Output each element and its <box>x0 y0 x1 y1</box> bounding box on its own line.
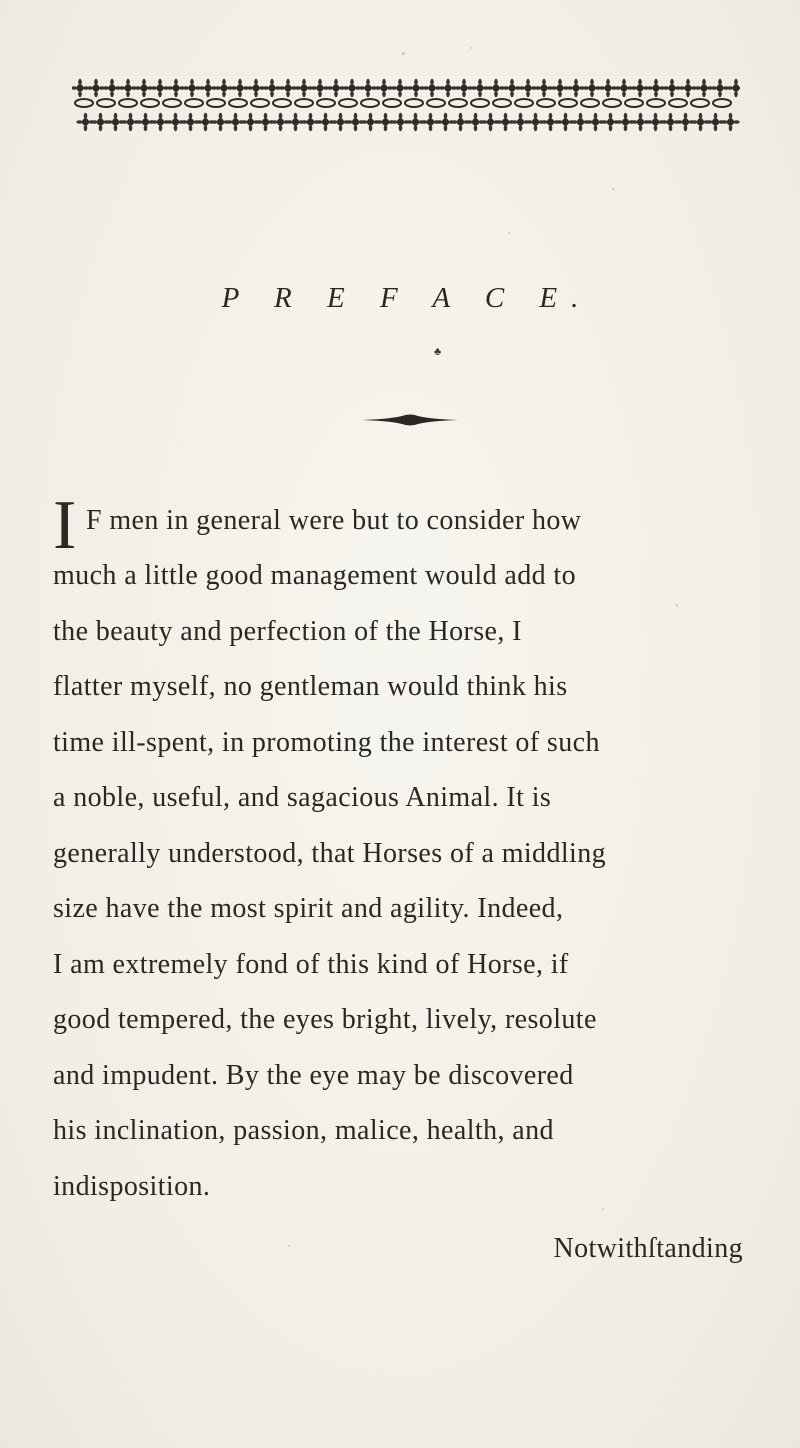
fleuron-icon <box>183 79 201 97</box>
ornament-row-top <box>72 78 740 98</box>
chain-link-icon <box>229 99 247 107</box>
fleuron-icon <box>215 79 233 97</box>
fleuron-icon <box>151 79 169 97</box>
chain-link-icon <box>713 99 731 107</box>
fleuron-icon <box>391 79 409 97</box>
fleuron-icon <box>647 79 665 97</box>
body-line: a noble, useful, and sagacious Animal. It is <box>53 782 552 813</box>
chain-link-icon <box>383 99 401 107</box>
fleuron-icon <box>663 79 681 97</box>
body-line: much a little good management would add to <box>53 560 577 591</box>
fleuron-icon <box>279 79 297 97</box>
body-line: indisposition. <box>53 1171 211 1202</box>
fleuron-icon <box>439 79 457 97</box>
chain-link-icon <box>361 99 379 107</box>
chain-link-icon <box>405 99 423 107</box>
chain-link-icon <box>669 99 687 107</box>
fleuron-icon <box>455 79 473 97</box>
fleuron-icon <box>695 79 713 97</box>
body-line: flatter myself, no gentleman would think his <box>53 671 568 702</box>
fleuron-icon <box>519 79 537 97</box>
fleuron-icon <box>375 79 393 97</box>
paper-speck <box>612 188 615 190</box>
printer-mark-icon: ♣ <box>434 346 442 358</box>
divider-ornament-icon <box>360 413 460 427</box>
fleuron-icon <box>551 79 569 97</box>
chain-link-icon <box>493 99 511 107</box>
fleuron-row-icon <box>72 112 740 132</box>
fleuron-icon <box>615 79 633 97</box>
chain-link-icon <box>449 99 467 107</box>
page-title: P R E F A C E. <box>221 282 593 314</box>
fleuron-icon <box>679 79 697 97</box>
chain-link-icon <box>603 99 621 107</box>
catchword: Notwithſtanding <box>553 1233 743 1264</box>
fleuron-icon <box>471 79 489 97</box>
fleuron-icon <box>327 79 345 97</box>
fleuron-icon <box>359 79 377 97</box>
ornament-row-bottom <box>72 112 740 132</box>
fleuron-icon <box>583 79 601 97</box>
paper-speck <box>676 604 678 607</box>
fleuron-icon <box>599 79 617 97</box>
chain-link-icon <box>273 99 291 107</box>
body-line: generally understood, that Horses of a middling <box>53 838 607 869</box>
chain-ornament-icon <box>72 96 740 110</box>
fleuron-icon <box>711 79 729 97</box>
fleuron-icon <box>247 79 265 97</box>
fleuron-icon <box>503 79 521 97</box>
paper-speck <box>288 1245 290 1247</box>
fleuron-icon <box>263 79 281 97</box>
chain-link-icon <box>295 99 313 107</box>
fleuron-icon <box>72 79 89 97</box>
fleuron-icon <box>727 79 740 97</box>
fleuron-icon <box>567 79 585 97</box>
fleuron-icon <box>87 79 105 97</box>
body-line: F men in general were but to consider how <box>86 505 582 536</box>
paper-speck <box>470 47 472 49</box>
chain-link-icon <box>317 99 335 107</box>
fleuron-icon <box>631 79 649 97</box>
body-line: I am extremely fond of this kind of Horse, if <box>53 949 569 980</box>
chain-link-icon <box>251 99 269 107</box>
chain-link-icon <box>207 99 225 107</box>
paper-speck <box>508 232 510 234</box>
body-line: size have the most spirit and agility. Indeed, <box>53 893 564 924</box>
body-line: good tempered, the eyes bright, lively, resolute <box>53 1004 597 1035</box>
chain-link-icon <box>163 99 181 107</box>
chain-link-icon <box>691 99 709 107</box>
fleuron-icon <box>407 79 425 97</box>
drop-cap: I <box>53 487 77 564</box>
body-line: time ill-spent, in promoting the interest of such <box>53 727 600 758</box>
fleuron-icon <box>135 79 153 97</box>
fleuron-icon <box>295 79 313 97</box>
chain-link-icon <box>625 99 643 107</box>
chain-link-icon <box>647 99 665 107</box>
chain-link-icon <box>427 99 445 107</box>
chain-link-icon <box>75 99 93 107</box>
paper-speck <box>602 1208 604 1210</box>
fleuron-icon <box>343 79 361 97</box>
chain-link-icon <box>559 99 577 107</box>
fleuron-icon <box>721 113 739 131</box>
body-line: his inclination, passion, malice, health, and <box>53 1115 554 1146</box>
body-line: and impudent. By the eye may be discovered <box>53 1060 574 1091</box>
chain-link-icon <box>581 99 599 107</box>
fleuron-icon <box>311 79 329 97</box>
chain-link-icon <box>339 99 357 107</box>
chain-link-icon <box>119 99 137 107</box>
chain-link-icon <box>537 99 555 107</box>
fleuron-icon <box>231 79 249 97</box>
fleuron-icon <box>119 79 137 97</box>
chain-link-icon <box>185 99 203 107</box>
paper-speck <box>402 52 405 55</box>
fleuron-icon <box>103 79 121 97</box>
fleuron-icon <box>423 79 441 97</box>
ornament-row-middle <box>72 96 740 110</box>
fleuron-row-icon <box>72 78 740 98</box>
chain-link-icon <box>141 99 159 107</box>
chain-link-icon <box>471 99 489 107</box>
fleuron-icon <box>535 79 553 97</box>
fleuron-icon <box>199 79 217 97</box>
chain-link-icon <box>515 99 533 107</box>
body-line: the beauty and perfection of the Horse, I <box>53 616 522 647</box>
chain-link-icon <box>97 99 115 107</box>
fleuron-icon <box>487 79 505 97</box>
fleuron-icon <box>167 79 185 97</box>
